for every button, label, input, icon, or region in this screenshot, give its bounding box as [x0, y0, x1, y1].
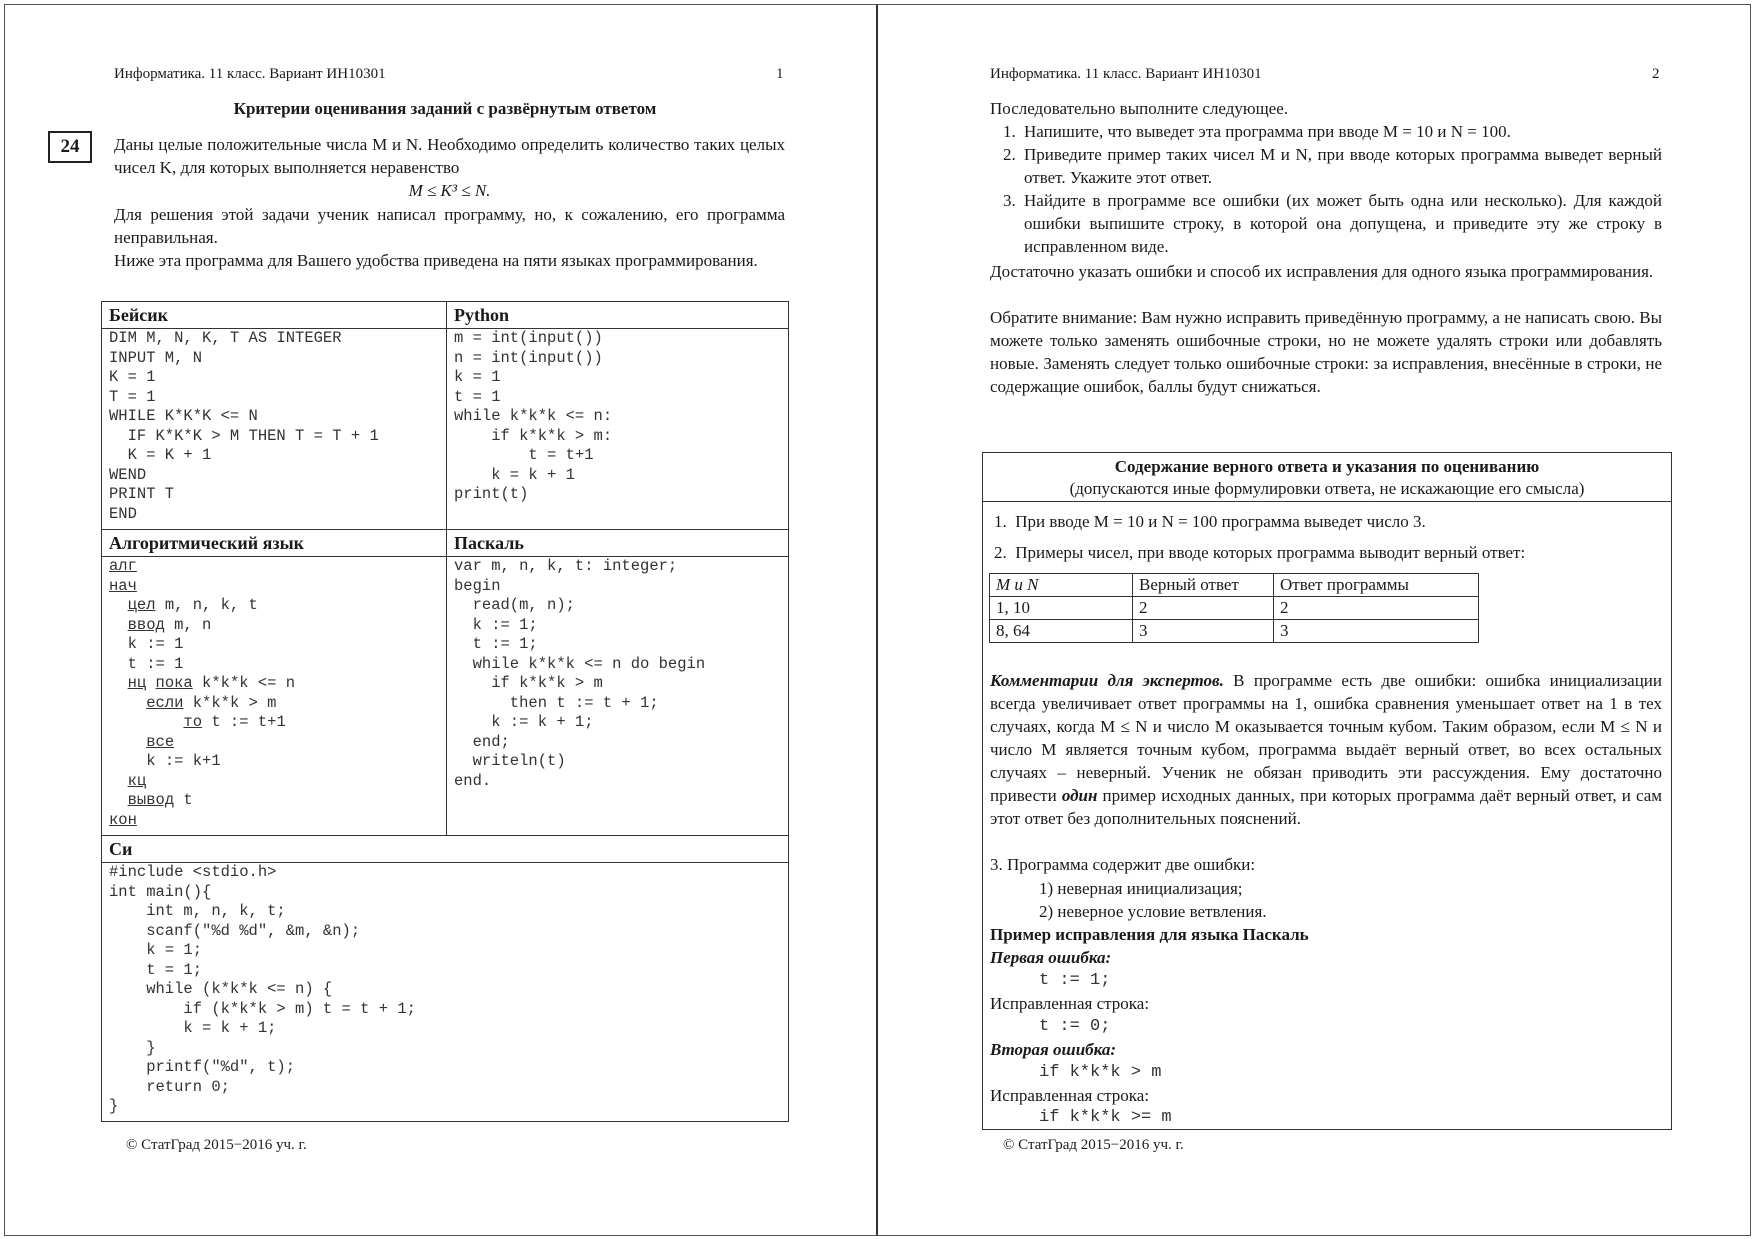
algo-keyword: цел	[127, 596, 156, 614]
answer-3: 3. Программа содержит две ошибки:	[990, 855, 1256, 874]
code-python: m = int(input()) n = int(input()) k = 1 t = 1 while k*k*k <= n: if k*k*k > m: t = t+1 k = k + 1 print(t)	[454, 329, 613, 503]
instructions-list	[990, 120, 1662, 258]
comment-emph: один	[1061, 786, 1098, 805]
algo-keyword: кон	[109, 810, 137, 829]
algo-code: t := t+1	[202, 713, 286, 731]
algo-code: k*k*k <= n	[192, 674, 296, 692]
error-2: 2) неверное условие ветвления.	[1039, 902, 1267, 921]
task-text-2: Для решения этой задачи ученик написал программу, но, к сожалению, его программа неправильная.	[114, 205, 785, 247]
second-error-label: Вторая ошибка:	[990, 1040, 1117, 1059]
code-pascal: var m, n, k, t: integer; begin read(m, n); k := 1; t := 1; while k*k*k <= n do begin if k*k*k > m then t := t + 1; k := k + 1; end; writeln(t) end.	[454, 557, 706, 790]
instruction-step: 1. Напишите, что выведет эта программа при вводе M = 10 и N = 100.	[1020, 120, 1662, 143]
algo-code: k := k+1	[146, 752, 221, 770]
algo-keyword: если	[146, 693, 184, 712]
fix-title: Пример исправления для языка Паскаль	[990, 925, 1309, 944]
lang-python-heading: Python	[447, 302, 789, 329]
answer-table	[989, 573, 1479, 643]
answer-2-text: Примеры чисел, при вводе которых программа выводит верный ответ:	[1015, 543, 1526, 562]
instructions-intro: Последовательно выполните следующее.	[990, 99, 1289, 118]
right-footer: © СтатГрад 2015−2016 уч. г.	[1003, 1137, 1184, 1153]
left-page-header: Информатика. 11 класс. Вариант ИН10301	[114, 66, 386, 82]
comment-text-2: пример исходных данных, при которых программа даёт верный ответ, и сам этот ответ без дополнительных пояснений.	[990, 786, 1662, 828]
instruction-step: 3. Найдите в программе все ошибки (их может быть одна или несколько). Для каждой ошибки выпишите строку, в которой она допущена, и приведите эту же строку в исправленном виде.	[1020, 189, 1662, 258]
lang-algo-heading: Алгоритмический язык	[102, 530, 447, 557]
answer-box-subtitle: (допускаются иные формулировки ответа, не искажающие его смысла)	[1069, 479, 1585, 498]
right-page-number: 2	[1652, 66, 1660, 82]
first-error-label: Первая ошибка:	[990, 948, 1112, 967]
table-cell: 1, 10	[990, 597, 1133, 620]
code-basic: DIM M, N, K, T AS INTEGER INPUT M, N K = 1 T = 1 WHILE K*K*K <= N IF K*K*K > M THEN T = T + 1 K = K + 1 WEND PRINT T END	[109, 329, 379, 523]
first-error-code: t := 1;	[1039, 971, 1111, 990]
first-fixed-code: t := 0;	[1039, 1017, 1111, 1036]
code-c: #include <stdio.h> int main(){ int m, n, k, t; scanf("%d %d", &m, &n); k = 1; t = 1; while (k*k*k <= n) { if (k*k*k > m) t = t + 1; k = k + 1; } printf("%d", t); return 0; }	[109, 863, 416, 1115]
answer-box-header	[983, 453, 1671, 502]
algo-keyword: кц	[127, 771, 147, 790]
algo-keyword: пока	[155, 674, 193, 692]
algo-code: m, n	[164, 615, 212, 634]
left-footer: © СтатГрад 2015−2016 уч. г.	[126, 1137, 307, 1153]
algo-code: k := 1	[127, 635, 184, 653]
table-cell: 2	[1274, 597, 1479, 620]
right-page-header: Информатика. 11 класс. Вариант ИН10301	[990, 66, 1262, 82]
algo-keyword: вывод	[127, 791, 175, 809]
lang-pascal-heading: Паскаль	[447, 530, 789, 557]
answer-1: 1. При вводе M = 10 и N = 100 программа выведет число 3.	[994, 512, 1426, 531]
code-algo	[109, 557, 439, 830]
algo-keyword: нач	[109, 576, 137, 595]
table-header: Верный ответ	[1133, 574, 1274, 597]
code-table	[101, 301, 789, 1122]
answer-2: 2. Примеры чисел, при вводе которых программа выводит верный ответ:	[994, 543, 1526, 562]
table-cell: 8, 64	[990, 620, 1133, 643]
task-text-1: Даны целые положительные числа M и N. Необходимо определить количество таких целых чисел K, для которых выполняется неравенство	[114, 135, 785, 177]
comment-text-1: В программе есть две ошибки: ошибка инициализации всегда увеличивает ответ программы на 1, ошибка сравнения уменьшает ответ на 1 в тех случаях, когда M ≤ N и число M оказывается точным кубом. Таким образом, если M ≤ N и число M является точным кубом, программа выдаёт верный ответ, во всех остальных случаях – неверный. Ученик не обязан приводить эти рассуждения. Ему достаточно привести	[990, 671, 1662, 805]
task-number-badge: 24	[48, 131, 92, 163]
left-page-number: 1	[776, 66, 784, 82]
task-text-3: Ниже эта программа для Вашего удобства приведена на пяти языках программирования.	[114, 251, 758, 270]
error-1: 1) неверная инициализация;	[1039, 879, 1243, 898]
algo-code: m, n, k, t	[155, 596, 258, 614]
answer-box-title: Содержание верного ответа и указания по оцениванию	[1114, 457, 1540, 476]
table-header: M и N	[990, 574, 1133, 597]
table-cell: 2	[1133, 597, 1274, 620]
answer-1-text: При вводе M = 10 и N = 100 программа выведет число 3.	[1015, 512, 1426, 531]
task-inequality: M ≤ K³ ≤ N.	[408, 181, 491, 200]
lang-basic-heading: Бейсик	[102, 302, 447, 329]
second-error-code: if k*k*k > m	[1039, 1063, 1162, 1082]
criteria-title: Критерии оценивания заданий с развёрнутым ответом	[233, 99, 657, 118]
comment-label: Комментарии для экспертов.	[990, 671, 1224, 690]
table-cell: 3	[1274, 620, 1479, 643]
para-enough: Достаточно указать ошибки и способ их исправления для одного языка программирования.	[990, 262, 1654, 281]
algo-keyword: алг	[109, 557, 137, 575]
para-attention: Обратите внимание: Вам нужно исправить приведённую программу, а не написать свою. Вы можете только заменять ошибочные строки, но не можете удалять строки или добавлять новые. Заменять следует только ошибочные строки: за исправления, внесённые в строки, не содержащие ошибок, баллы будут снижаться.	[990, 308, 1662, 396]
table-row	[990, 597, 1479, 620]
table-header: Ответ программы	[1274, 574, 1479, 597]
algo-keyword: нц	[127, 674, 147, 692]
second-fixed-code: if k*k*k >= m	[1039, 1108, 1172, 1127]
algo-code: t	[174, 791, 193, 809]
algo-code: k*k*k > m	[183, 693, 277, 712]
fixed-line-label-2: Исправленная строка:	[990, 1086, 1150, 1105]
table-cell: 3	[1133, 620, 1274, 643]
expert-comment	[990, 669, 1662, 830]
algo-keyword: ввод	[127, 615, 165, 634]
algo-keyword: все	[146, 732, 175, 751]
table-row	[990, 620, 1479, 643]
algo-keyword: то	[183, 713, 203, 731]
fixed-line-label-1: Исправленная строка:	[990, 994, 1150, 1013]
lang-c-heading: Си	[102, 836, 789, 863]
algo-code: t := 1	[127, 654, 184, 673]
instruction-step: 2. Приведите пример таких чисел M и N, при вводе которых программа выведет верный ответ. Укажите этот ответ.	[1020, 143, 1662, 189]
